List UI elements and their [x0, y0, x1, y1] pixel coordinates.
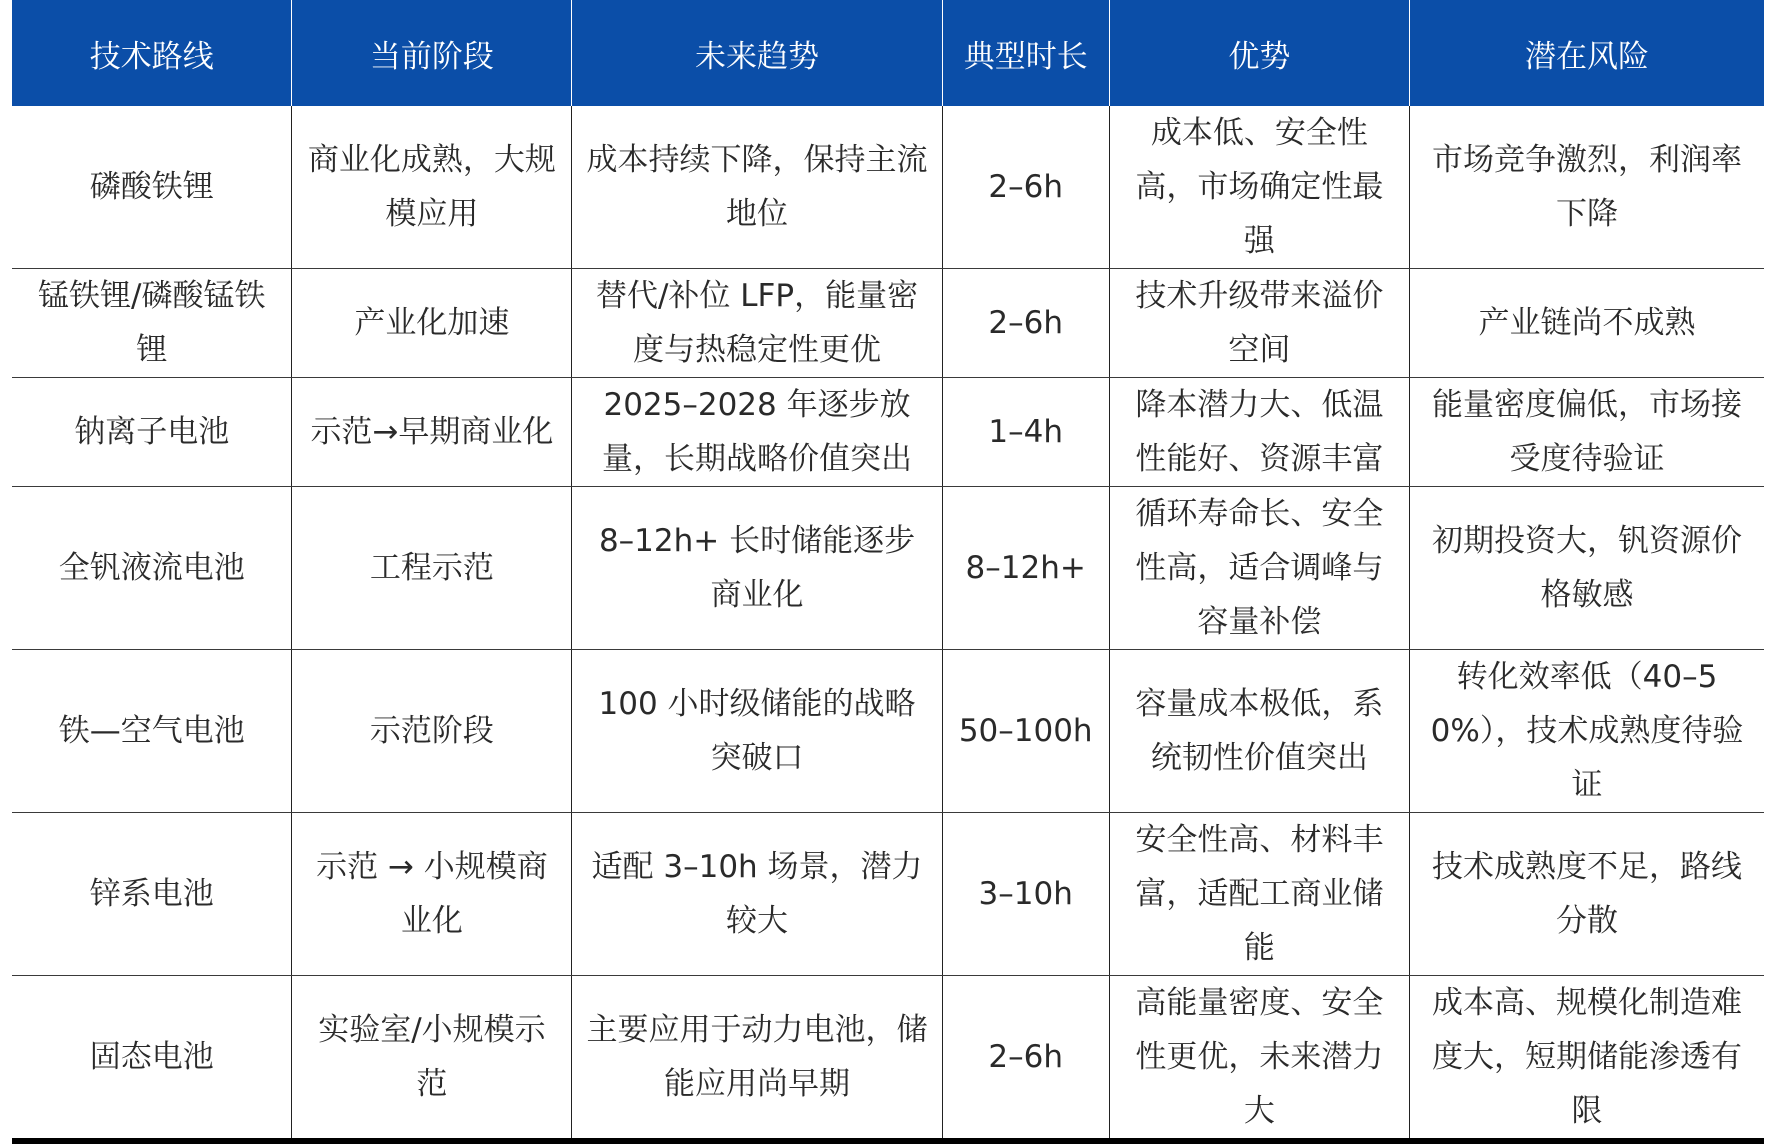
cell-risks: 初期投资大，钒资源价格敏感	[1410, 487, 1765, 650]
cell-tech-route: 固态电池	[12, 976, 292, 1142]
cell-typical-duration: 2–6h	[942, 106, 1109, 269]
cell-current-stage: 示范阶段	[292, 650, 572, 813]
header-future-trend: 未来趋势	[572, 0, 942, 106]
cell-risks: 市场竞争激烈，利润率下降	[1410, 106, 1765, 269]
cell-typical-duration: 1–4h	[942, 378, 1109, 487]
table-row	[12, 378, 1764, 487]
tech-route-table	[12, 0, 1764, 1144]
cell-typical-duration: 8–12h+	[942, 487, 1109, 650]
cell-current-stage: 商业化成熟，大规模应用	[292, 106, 572, 269]
cell-advantages: 安全性高、材料丰富，适配工商业储能	[1109, 813, 1409, 976]
cell-future-trend: 成本持续下降，保持主流地位	[572, 106, 942, 269]
cell-advantages: 高能量密度、安全性更优，未来潜力大	[1109, 976, 1409, 1142]
cell-risks: 转化效率低（40–50%），技术成熟度待验证	[1410, 650, 1765, 813]
table-row	[12, 976, 1764, 1142]
cell-tech-route: 磷酸铁锂	[12, 106, 292, 269]
cell-future-trend: 主要应用于动力电池，储能应用尚早期	[572, 976, 942, 1142]
cell-current-stage: 实验室/小规模示范	[292, 976, 572, 1142]
cell-risks: 能量密度偏低，市场接受度待验证	[1410, 378, 1765, 487]
cell-current-stage: 产业化加速	[292, 269, 572, 378]
table-row	[12, 106, 1764, 269]
cell-future-trend: 100 小时级储能的战略突破口	[572, 650, 942, 813]
cell-current-stage: 工程示范	[292, 487, 572, 650]
table-row	[12, 487, 1764, 650]
table-row	[12, 813, 1764, 976]
cell-future-trend: 适配 3–10h 场景，潜力较大	[572, 813, 942, 976]
cell-risks: 技术成熟度不足，路线分散	[1410, 813, 1765, 976]
cell-tech-route: 锌系电池	[12, 813, 292, 976]
cell-risks: 产业链尚不成熟	[1410, 269, 1765, 378]
cell-future-trend: 2025–2028 年逐步放量，长期战略价值突出	[572, 378, 942, 487]
cell-tech-route: 全钒液流电池	[12, 487, 292, 650]
cell-advantages: 成本低、安全性高，市场确定性最强	[1109, 106, 1409, 269]
cell-tech-route: 锰铁锂/磷酸锰铁锂	[12, 269, 292, 378]
cell-typical-duration: 2–6h	[942, 976, 1109, 1142]
header-typical-duration: 典型时长	[942, 0, 1109, 106]
cell-tech-route: 钠离子电池	[12, 378, 292, 487]
cell-future-trend: 替代/补位 LFP，能量密度与热稳定性更优	[572, 269, 942, 378]
cell-current-stage: 示范 → 小规模商业化	[292, 813, 572, 976]
header-advantages: 优势	[1109, 0, 1409, 106]
header-tech-route: 技术路线	[12, 0, 292, 106]
table-row	[12, 269, 1764, 378]
header-risks: 潜在风险	[1410, 0, 1765, 106]
cell-tech-route: 铁—空气电池	[12, 650, 292, 813]
cell-advantages: 容量成本极低，系统韧性价值突出	[1109, 650, 1409, 813]
cell-advantages: 循环寿命长、安全性高，适合调峰与容量补偿	[1109, 487, 1409, 650]
cell-advantages: 技术升级带来溢价空间	[1109, 269, 1409, 378]
cell-typical-duration: 3–10h	[942, 813, 1109, 976]
header-row	[12, 0, 1764, 106]
table-row	[12, 650, 1764, 813]
header-current-stage: 当前阶段	[292, 0, 572, 106]
cell-risks: 成本高、规模化制造难度大，短期储能渗透有限	[1410, 976, 1765, 1142]
cell-current-stage: 示范→早期商业化	[292, 378, 572, 487]
cell-advantages: 降本潜力大、低温性能好、资源丰富	[1109, 378, 1409, 487]
cell-future-trend: 8–12h+ 长时储能逐步商业化	[572, 487, 942, 650]
cell-typical-duration: 2–6h	[942, 269, 1109, 378]
cell-typical-duration: 50–100h	[942, 650, 1109, 813]
